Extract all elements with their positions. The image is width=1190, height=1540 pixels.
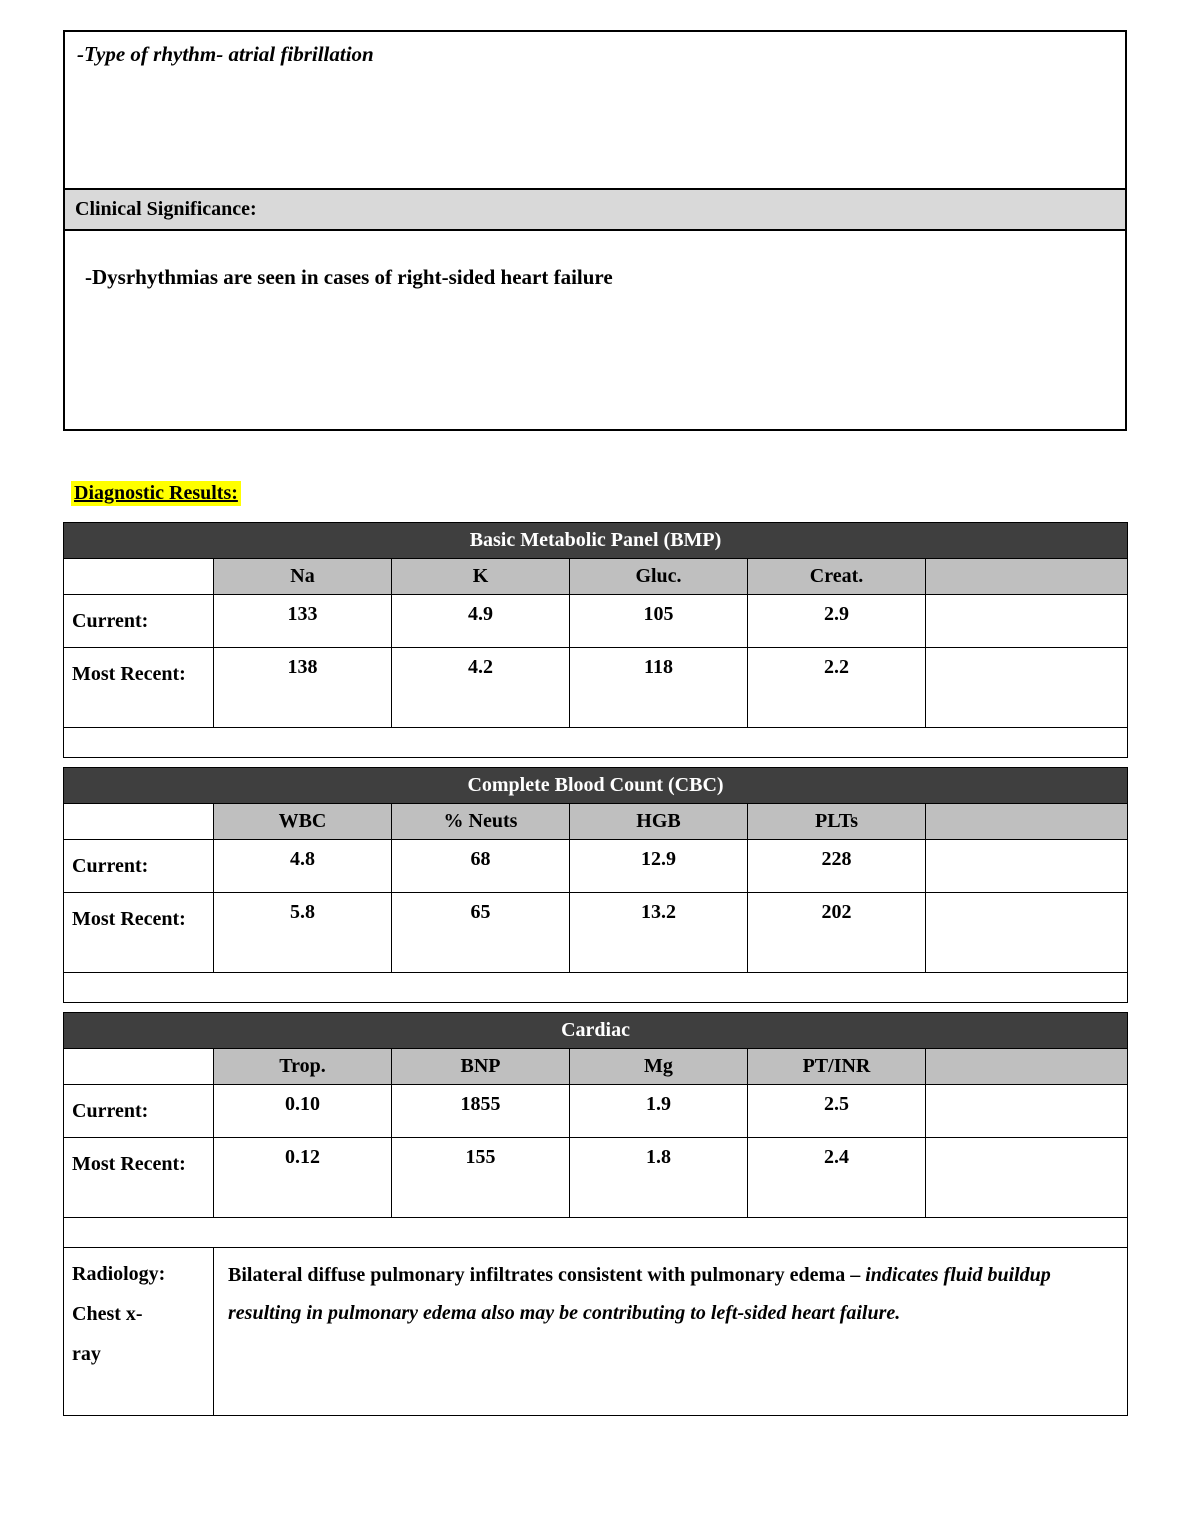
table-title: Complete Blood Count (CBC) xyxy=(64,768,1128,804)
corner-cell xyxy=(64,804,214,840)
row-label: Most Recent: xyxy=(64,648,214,728)
value-cell: 68 xyxy=(392,840,570,893)
rhythm-box xyxy=(63,30,1127,431)
value-cell: 13.2 xyxy=(570,893,748,973)
spacer-row xyxy=(64,973,1128,1003)
spacer-row xyxy=(64,728,1128,758)
value-cell-empty xyxy=(926,893,1128,973)
value-cell: 1.8 xyxy=(570,1138,748,1218)
value-cell: 228 xyxy=(748,840,926,893)
value-cell: 202 xyxy=(748,893,926,973)
column-header: PLTs xyxy=(748,804,926,840)
value-cell: 12.9 xyxy=(570,840,748,893)
column-header: HGB xyxy=(570,804,748,840)
value-cell: 155 xyxy=(392,1138,570,1218)
diagnostic-results-label: Diagnostic Results: xyxy=(71,481,241,506)
column-header: Gluc. xyxy=(570,559,748,595)
value-cell: 4.9 xyxy=(392,595,570,648)
column-header: K xyxy=(392,559,570,595)
value-cell: 138 xyxy=(214,648,392,728)
column-header-empty xyxy=(926,559,1128,595)
value-cell: 4.2 xyxy=(392,648,570,728)
table-title: Basic Metabolic Panel (BMP) xyxy=(64,523,1128,559)
column-header: % Neuts xyxy=(392,804,570,840)
value-cell: 2.9 xyxy=(748,595,926,648)
bmp-table xyxy=(63,522,1128,758)
column-header: Mg xyxy=(570,1049,748,1085)
column-header: PT/INR xyxy=(748,1049,926,1085)
row-label: Current: xyxy=(64,595,214,648)
value-cell: 1.9 xyxy=(570,1085,748,1138)
clinical-significance-text: -Dysrhythmias are seen in cases of right-sided heart failure xyxy=(85,265,613,289)
radiology-finding-text xyxy=(214,1248,1128,1416)
row-label: Current: xyxy=(64,1085,214,1138)
value-cell-empty xyxy=(926,1085,1128,1138)
column-header: Trop. xyxy=(214,1049,392,1085)
corner-cell xyxy=(64,559,214,595)
value-cell: 5.8 xyxy=(214,893,392,973)
value-cell: 2.2 xyxy=(748,648,926,728)
corner-cell xyxy=(64,1049,214,1085)
column-header: BNP xyxy=(392,1049,570,1085)
value-cell: 133 xyxy=(214,595,392,648)
radiology-text-bold: Bilateral diffuse pulmonary infiltrates consistent with pulmonary edema – xyxy=(228,1264,861,1286)
value-cell: 0.10 xyxy=(214,1085,392,1138)
value-cell-empty xyxy=(926,648,1128,728)
clinical-significance-header: Clinical Significance: xyxy=(65,188,1125,231)
value-cell-empty xyxy=(926,1138,1128,1218)
column-header-empty xyxy=(926,1049,1128,1085)
column-header: WBC xyxy=(214,804,392,840)
column-header-empty xyxy=(926,804,1128,840)
cardiac-table xyxy=(63,1012,1128,1416)
row-label: Current: xyxy=(64,840,214,893)
spacer-row xyxy=(64,1218,1128,1248)
value-cell: 105 xyxy=(570,595,748,648)
value-cell-empty xyxy=(926,595,1128,648)
value-cell: 2.5 xyxy=(748,1085,926,1138)
column-header: Creat. xyxy=(748,559,926,595)
value-cell: 0.12 xyxy=(214,1138,392,1218)
row-label: Most Recent: xyxy=(64,1138,214,1218)
cbc-table xyxy=(63,767,1128,1003)
table-title: Cardiac xyxy=(64,1013,1128,1049)
value-cell-empty xyxy=(926,840,1128,893)
radiology-text-italic: indicates fluid buildup resulting in pulmonary edema also may be contributing to left-sided heart failure. xyxy=(228,1264,1051,1324)
value-cell: 4.8 xyxy=(214,840,392,893)
value-cell: 2.4 xyxy=(748,1138,926,1218)
value-cell: 65 xyxy=(392,893,570,973)
column-header: Na xyxy=(214,559,392,595)
value-cell: 118 xyxy=(570,648,748,728)
rhythm-line: -Type of rhythm- atrial fibrillation xyxy=(77,42,374,66)
radiology-label: Radiology: Chest x-ray xyxy=(64,1248,214,1416)
value-cell: 1855 xyxy=(392,1085,570,1138)
row-label: Most Recent: xyxy=(64,893,214,973)
